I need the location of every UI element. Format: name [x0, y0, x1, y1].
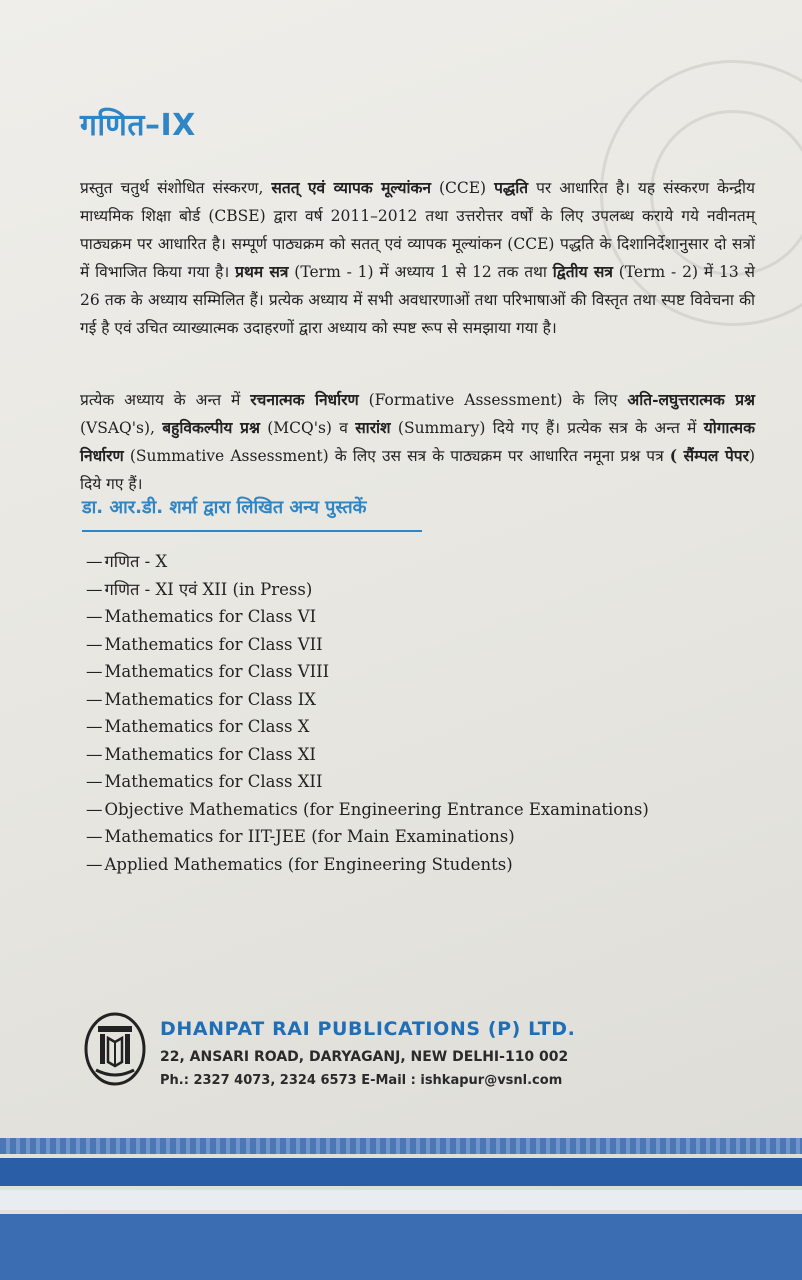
list-item: [86, 658, 649, 686]
text-run: पर आधारित है। यह संस्करण केन्द्रीय माध्यमिक शिक्षा बोर्ड (CBSE) द्वारा वर्ष 2011–2012 तथा उत्तरोत्तर वर्षों के लिए उपलब्ध कराये गये नवीनतम् पाठ्यक्रम पर आधारित है। सम्पूर्ण पाठ्यक्रम को सतत् एवं व्यापक मूल्यांकन (CCE) पद्धति के दिशानिर्देशानुसार दो सत्रों में विभाजित किया गया है।: [80, 178, 756, 281]
bold-run: पद्धति: [494, 177, 529, 197]
decorative-band: [0, 1214, 802, 1280]
dash: —: [86, 607, 103, 626]
text-run: (CCE): [430, 178, 495, 197]
text-run: (Term - 2) में 13 से 26 तक के अध्याय सम्मिलित हैं। प्रत्येक अध्याय में सभी अवधारणाओं तथा परिभाषाओं की विस्तृत तथा स्पष्ट विवेचना की गई है एवं उचित व्याख्यात्मक उदाहरणों द्वारा अध्याय को स्पष्ट रूप से समझाया गया है।: [80, 262, 756, 337]
book-title: Mathematics for Class VII: [104, 634, 323, 654]
list-item: [86, 548, 649, 576]
list-item: [86, 603, 649, 631]
book-title: Mathematics for IIT-JEE (for Main Examinations): [104, 827, 515, 846]
bold-run: योगात्मक निर्धारण: [80, 417, 755, 465]
dash: —: [86, 854, 103, 874]
book-title: Objective Mathematics (for Engineering Entrance Examinations): [104, 799, 649, 819]
text-run: (Summative Assessment) के लिए उस सत्र के पाठ्यक्रम पर आधारित नमूना प्रश्न पत्र: [123, 446, 670, 465]
list-item: [86, 741, 649, 769]
book-title: Mathematics for Class IX: [104, 689, 316, 709]
list-item: [86, 796, 649, 824]
decorative-band: [0, 1190, 802, 1210]
book-title: गणित - XI एवं XII (in Press): [104, 579, 313, 599]
text-run: प्रत्येक अध्याय के अन्त में: [80, 390, 251, 409]
dash: —: [86, 689, 103, 709]
list-item: [86, 823, 649, 851]
bold-run: रचनात्मक निर्धारण: [250, 389, 359, 409]
book-title: गणित - X: [104, 552, 168, 571]
book-title: Mathematics for Class VIII: [104, 662, 330, 681]
book-title: Mathematics for Class XI: [104, 744, 316, 764]
publisher-address: 22, ANSARI ROAD, DARYAGANJ, NEW DELHI-110 002: [160, 1049, 569, 1065]
heading-underline: [82, 530, 422, 532]
list-item: [86, 768, 649, 796]
text-run: ) दिये गए हैं।: [80, 446, 755, 493]
bold-run: अति-लघुत्तरात्मक प्रश्न: [627, 389, 755, 409]
dash: —: [86, 717, 103, 736]
bold-run: प्रथम सत्र: [235, 261, 289, 281]
list-item: [86, 631, 649, 659]
book-title: Mathematics for Class VI: [104, 607, 317, 626]
publisher-name: DHANPAT RAI PUBLICATIONS (P) LTD.: [160, 1018, 576, 1040]
other-books-heading: डा. आर.डी. शर्मा द्वारा लिखित अन्य पुस्तकें: [82, 497, 367, 518]
bold-run: सतत् एवं व्यापक मूल्यांकन: [271, 177, 431, 197]
bold-run: द्वितीय सत्र: [552, 261, 613, 281]
book-title: Mathematics for Class X: [104, 717, 310, 736]
dash: —: [86, 799, 103, 819]
page-title: गणित–IX: [80, 108, 196, 143]
dash: —: [86, 662, 103, 681]
list-item: [86, 713, 649, 741]
decorative-band: [0, 1138, 802, 1154]
other-books-list: [86, 548, 649, 878]
decorative-band: [0, 1158, 802, 1186]
book-title: Applied Mathematics (for Engineering Students): [104, 854, 513, 874]
text-run: (VSAQ's),: [80, 418, 163, 437]
dash: —: [86, 579, 103, 599]
list-item: [86, 851, 649, 879]
publisher-contact: Ph.: 2327 4073, 2324 6573 E-Mail : ishkapur@vsnl.com: [160, 1073, 563, 1088]
dash: —: [86, 634, 103, 654]
dash: —: [86, 744, 103, 764]
intro-paragraph: [80, 174, 755, 342]
dash: —: [86, 552, 103, 571]
bold-run: सारांश: [355, 417, 391, 437]
book-pillars-logo-icon: [84, 1012, 146, 1086]
text-run: (Summary) दिये गए हैं। प्रत्येक सत्र के अन्त में: [390, 418, 704, 437]
text-run: (Term - 1) में अध्याय 1 से 12 तक तथा: [288, 262, 553, 281]
text-run: प्रस्तुत चतुर्थ संशोधित संस्करण,: [80, 178, 272, 197]
list-item: [86, 686, 649, 714]
dash: —: [86, 827, 103, 846]
book-title: Mathematics for Class XII: [104, 772, 323, 791]
list-item: [86, 576, 649, 604]
text-run: (Formative Assessment) के लिए: [358, 390, 628, 409]
assessment-paragraph: [80, 386, 755, 498]
bold-run: ( सैंम्पल पेपर: [669, 445, 749, 465]
dash: —: [86, 772, 103, 791]
text-run: (MCQ's) व: [259, 418, 356, 437]
bold-run: बहुविकल्पीय प्रश्न: [162, 417, 260, 437]
